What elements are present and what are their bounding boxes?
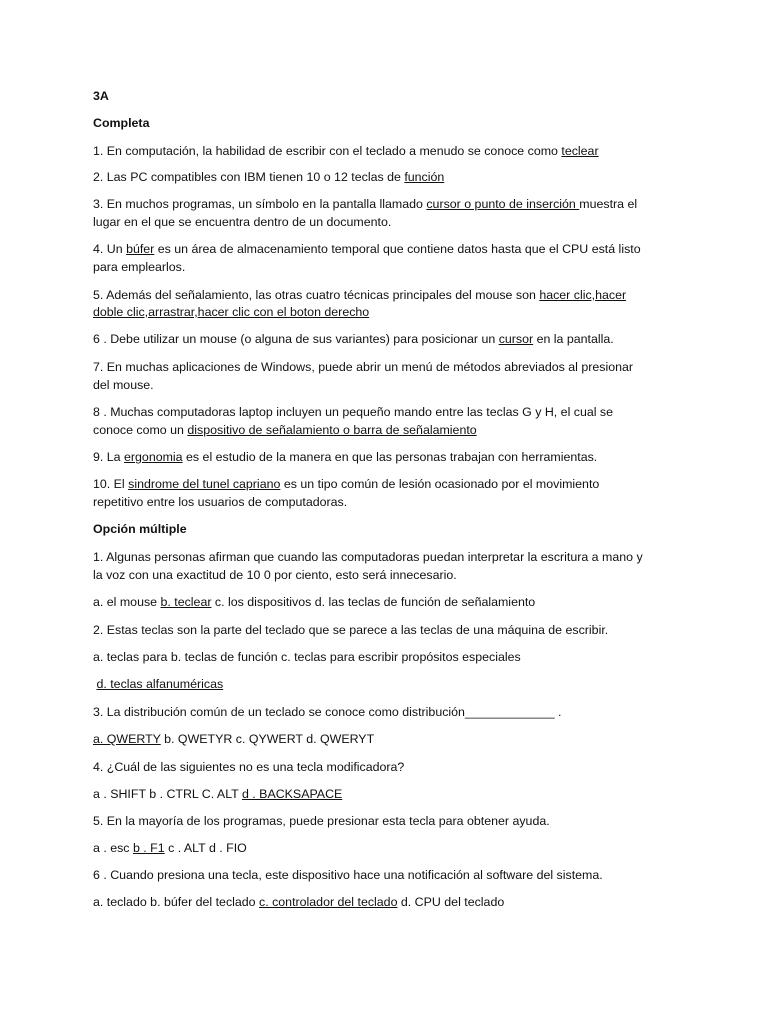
- completa-item-8-cont: conoce como un dispositivo de señalamiento o barra de señalamiento: [93, 423, 477, 437]
- answer: búfer: [126, 242, 155, 256]
- completa-item-3-cont: lugar en el que se encuentra dentro de un documento.: [93, 215, 392, 229]
- completa-item-2: 2. Las PC compatibles con IBM tienen 10 o 12 teclas de función: [93, 170, 445, 184]
- completa-item-3: 3. En muchos programas, un símbolo en la pantalla llamado cursor o punto de inserción muestra el: [93, 197, 638, 211]
- completa-item-10: 10. El sindrome del tunel capriano es un tipo común de lesión ocasionado por el movimiento: [93, 477, 600, 491]
- answer: a. QWERTY: [93, 732, 161, 746]
- completa-item-10-cont: repetitivo entre los usuarios de computadoras.: [93, 495, 348, 509]
- completa-item-5: 5. Además del señalamiento, las otras cuatro técnicas principales del mouse son hacer clic,hacer: [93, 288, 627, 302]
- mc-options-3: a. QWERTY b. QWETYR c. QYWERT d. QWERYT: [93, 732, 375, 746]
- mc-question-3: 3. La distribución común de un teclado se conoce como distribución_____________ .: [93, 705, 562, 719]
- answer: d. teclas alfanuméricas: [96, 677, 224, 691]
- completa-item-7-cont: del mouse.: [93, 378, 154, 392]
- answer: d . BACKSAPACE: [241, 787, 343, 801]
- answer: sindrome del tunel capriano: [128, 477, 281, 491]
- mc-question-2: 2. Estas teclas son la parte del teclado que se parece a las teclas de una máquina de escribir.: [93, 623, 609, 637]
- answer: cursor o punto de inserción: [426, 197, 580, 211]
- answer: teclear: [561, 144, 599, 158]
- completa-item-4-cont: para emplearlos.: [93, 260, 186, 274]
- answer: ergonomia: [124, 450, 183, 464]
- section-title-opcion-multiple: Opción múltiple: [93, 522, 187, 536]
- mc-question-1-cont: la voz con una exactitud de 10 0 por ciento, esto será innecesario.: [93, 568, 457, 582]
- completa-item-4: 4. Un búfer es un área de almacenamiento temporal que contiene datos hasta que el CPU está listo: [93, 242, 641, 256]
- completa-item-6: 6 . Debe utilizar un mouse (o alguna de sus variantes) para posicionar un cursor en la pantalla.: [93, 332, 614, 346]
- answer: c. controlador del teclado: [259, 895, 398, 909]
- mc-options-4: a . SHIFT b . CTRL C. ALT d . BACKSAPACE: [93, 787, 343, 801]
- completa-item-9: 9. La ergonomia es el estudio de la manera en que las personas trabajan con herramientas.: [93, 450, 598, 464]
- answer: hacer clic,hacer: [539, 288, 627, 302]
- completa-item-8: 8 . Muchas computadoras laptop incluyen un pequeño mando entre las teclas G y H, el cual se: [93, 405, 614, 419]
- mc-options-6: a. teclado b. búfer del teclado c. controlador del teclado d. CPU del teclado: [93, 895, 505, 909]
- mc-question-6: 6 . Cuando presiona una tecla, este dispositivo hace una notificación al software del sistema.: [93, 868, 603, 882]
- completa-item-7: 7. En muchas aplicaciones de Windows, puede abrir un menú de métodos abreviados al presionar: [93, 360, 633, 374]
- completa-item-5-cont: [93, 303, 683, 322]
- answer: función: [404, 170, 445, 184]
- mc-question-4: 4. ¿Cuál de las siguientes no es una tecla modificadora?: [93, 760, 405, 774]
- mc-question-5: 5. En la mayoría de los programas, puede presionar esta tecla para obtener ayuda.: [93, 814, 550, 828]
- mc-question-1: 1. Algunas personas afirman que cuando las computadoras puedan interpretar la escritura a mano y: [93, 550, 643, 564]
- mc-answer-2: [93, 675, 683, 694]
- mc-options-5: a . esc b . F1 c . ALT d . FIO: [93, 841, 247, 855]
- answer: cursor: [498, 332, 534, 346]
- answer: doble clic,arrastrar,hacer clic con el boton derecho: [93, 305, 370, 319]
- mc-options-2: a. teclas para b. teclas de función c. teclas para escribir propósitos especiales: [93, 650, 521, 664]
- completa-item-1: 1. En computación, la habilidad de escribir con el teclado a menudo se conoce como teclear: [93, 144, 599, 158]
- section-title-completa: Completa: [93, 116, 150, 130]
- answer: dispositivo de señalamiento o barra de señalamiento: [187, 423, 477, 437]
- mc-options-1: a. el mouse b. teclear c. los dispositivos d. las teclas de función de señalamiento: [93, 595, 536, 609]
- answer: b. teclear: [160, 595, 212, 609]
- page-heading: 3A: [93, 89, 109, 103]
- answer: b . F1: [132, 841, 165, 855]
